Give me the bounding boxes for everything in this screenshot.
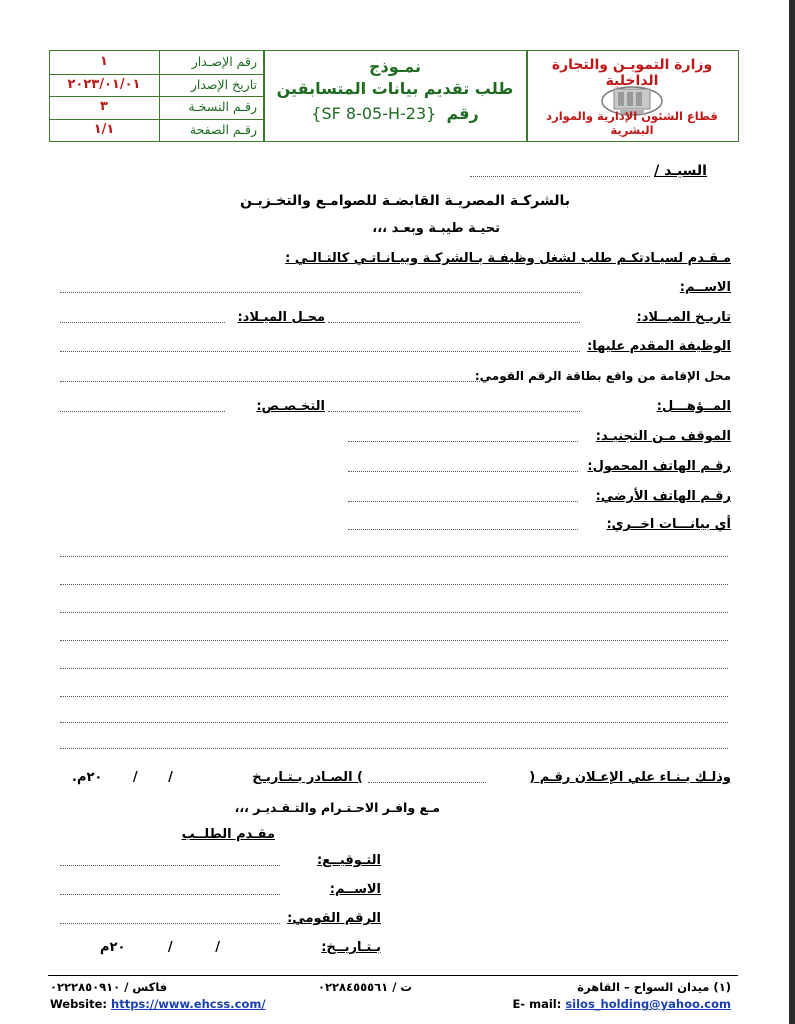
meta-row [50, 96, 263, 120]
signer-name-field[interactable] [60, 894, 280, 895]
footer-email [512, 997, 731, 1011]
window-edge [789, 0, 795, 1024]
issue-metadata-table [50, 51, 263, 141]
footer-phone: ت / ٠٢٢٨٤٥٥٥٦١ [318, 980, 412, 994]
issue-number-value: ١ [100, 54, 108, 69]
blank-line[interactable] [60, 612, 728, 613]
form-code-label: رقم [446, 104, 479, 123]
blank-line[interactable] [60, 748, 728, 749]
other-data-label: أي بيانـــات اخــري: [606, 517, 731, 532]
name-label: الاســم: [679, 280, 731, 295]
page-number-label: رقـم الصفحة [159, 119, 263, 142]
form-title-block [265, 51, 525, 141]
copy-number-value: ٣ [100, 99, 108, 114]
signature-date: / / ٢٠م [100, 940, 220, 955]
closing-text: مـع وافـر الاحـتـرام والتـقـديـر ،،، [234, 800, 440, 815]
name-field[interactable] [60, 292, 580, 293]
issue-number-label: رقم الإصـدار [159, 51, 263, 74]
qualification-field[interactable] [328, 411, 580, 412]
specialization-field[interactable] [60, 411, 225, 412]
greeting: تحيـة طيبـة وبعـد ،،، [372, 221, 500, 236]
form-code-value: {SF 8-05-H-23} [311, 104, 437, 123]
residence-label: محل الإقامة من واقع بطاقة الرقم القومي: [474, 369, 731, 383]
ministry-block [526, 51, 738, 141]
ministry-name: وزارة التمويـن والتجارة الداخلية [551, 57, 713, 89]
blank-line[interactable] [60, 584, 728, 585]
page-number-value: ١/١ [93, 121, 115, 137]
residence-field[interactable] [60, 381, 480, 382]
mobile-field[interactable] [348, 471, 578, 472]
announcement-prefix: وذلـك بـنـاء علي الإعـلان رقـم ( [529, 770, 731, 785]
mobile-label: رقـم الهاتف المحمول: [587, 459, 731, 474]
landline-label: رقـم الهاتف الأرضي: [595, 489, 731, 504]
company-name: بالشركـة المصريـة القابضـة للصوامـع والتخـزيـن [240, 193, 570, 209]
military-label: الموقف مـن التجنيـد: [595, 429, 731, 444]
specialization-label: التخـصـص: [256, 399, 325, 414]
email-label: E- mail: [512, 997, 562, 1011]
recipient-title: السيـد / [654, 163, 707, 179]
blank-line[interactable] [60, 640, 728, 641]
footer-divider [48, 975, 738, 976]
copy-number-label: رقـم النسخـة [159, 96, 263, 119]
form-header [49, 50, 739, 142]
national-id-label: الرقم القومي: [287, 911, 381, 926]
birth-date-label: تاريـخ الميــلاد: [636, 310, 731, 325]
form-title: طلب تقديم بيانات المتسابقين [276, 79, 514, 98]
sector-name: قطاع الشئون الإدارية والموارد البشرية [546, 109, 718, 137]
blank-line[interactable] [60, 696, 728, 697]
issue-date-label: تاريخ الإصدار [159, 74, 263, 97]
footer-website [50, 997, 266, 1011]
website-label: Website: [50, 997, 107, 1011]
national-id-field[interactable] [60, 923, 280, 924]
signature-label: التـوقيــع: [316, 853, 381, 868]
blank-line[interactable] [60, 556, 728, 557]
recipient-line [470, 176, 650, 177]
meta-row [50, 51, 263, 75]
footer-fax: فاكس / ٠٢٢٢٨٥٠٩١٠ [50, 980, 168, 994]
announcement-issued-on: ) الصـادر بـتـاريـخ [252, 770, 363, 785]
footer-address: (١) ميدان السواح – القاهرة [577, 980, 731, 994]
military-field[interactable] [348, 441, 578, 442]
birth-date-field[interactable] [328, 322, 580, 323]
other-data-field[interactable] [348, 529, 578, 530]
meta-row [50, 74, 263, 98]
intro-text: مـقـدم لسيـادتكـم طلب لشغل وظيفـة بـالشركـة وبيـانـاتـي كالتـالـي : [285, 251, 731, 266]
landline-field[interactable] [348, 501, 578, 502]
meta-row [50, 119, 263, 142]
job-field[interactable] [60, 351, 580, 352]
applicant-title: مقـدم الطلــب [181, 827, 275, 842]
form-code [265, 104, 525, 123]
job-label: الوظيفة المقدم عليها: [587, 339, 731, 354]
email-link[interactable]: silos_holding@yahoo.com [565, 997, 731, 1011]
signature-field[interactable] [60, 865, 280, 866]
birth-place-field[interactable] [60, 322, 225, 323]
qualification-label: المــؤهـــل: [656, 399, 731, 414]
website-link[interactable]: https://www.ehcss.com/ [111, 997, 266, 1011]
birth-place-label: محـل الميـلاد: [237, 310, 325, 325]
form-word: نمـوذج [369, 57, 421, 76]
blank-line[interactable] [60, 668, 728, 669]
blank-line[interactable] [60, 722, 728, 723]
announcement-number-field[interactable] [368, 782, 486, 783]
signature-date-label: بـتـاريــخ: [321, 940, 381, 955]
announcement-date: / / ٢٠م. [72, 770, 173, 785]
signer-name-label: الاســم: [329, 882, 381, 897]
issue-date-value: ٢٠٢٣/٠١/٠١ [67, 76, 141, 92]
